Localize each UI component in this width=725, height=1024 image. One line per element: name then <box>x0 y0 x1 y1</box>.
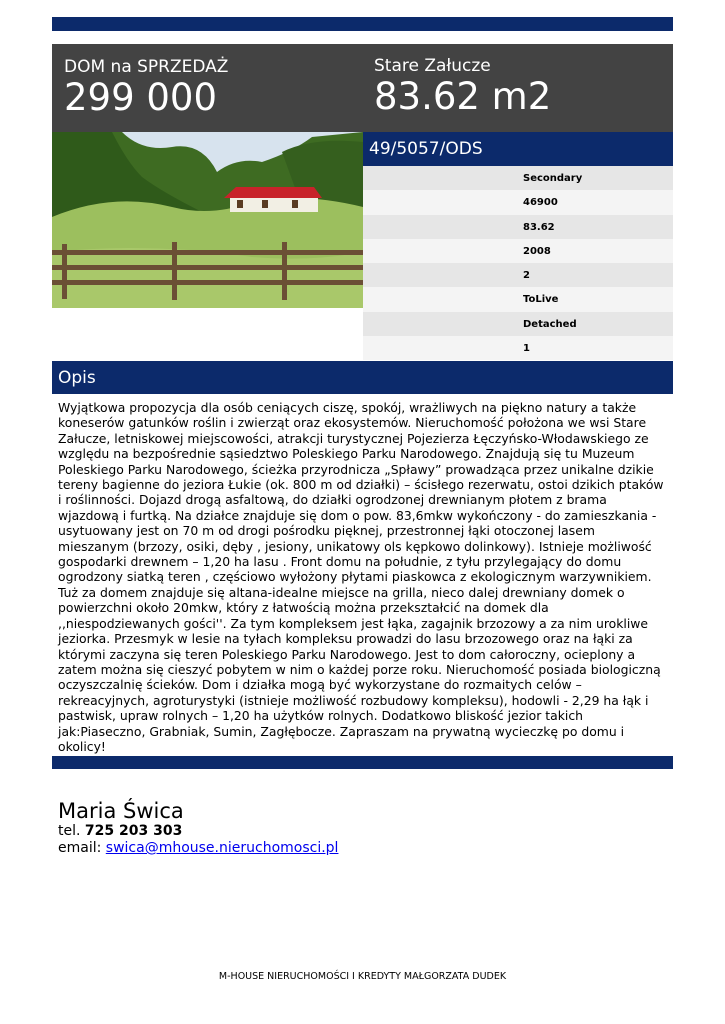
detail-row <box>363 263 673 287</box>
detail-row <box>363 239 673 263</box>
description-text: Wyjątkowa propozycja dla osób ceniących ciszę, spokój, wrażliwych na piękno natury a także koneserów gatunków roślin i zwierząt oraz ekosystemów. Nieruchomość położona we wsi Stare Załucze, letniskowej miejscowości, atrakcji turystycznej Pojezierza Łęczyńsko-Włodawskiego ze względu na bezpośrednie sąsiedztwo Poleskiego Parku Narodowego. Znajdują się tu Muzeum Poleskiego Parku Narodowego, ścieżka przyrodnicza „Spławy” prowadząca przez unikalne dzikie tereny bagienne do jeziora Łukie (ok. 800 m od działki) – ścisłego rezerwatu, ostoi dzikich ptaków i roślinności. Dojazd drogą asfaltową, do działki ogrodzonej drewnianym płotem z brama wjazdową i furtką. Na działce znajduje się dom o pow. 83,6mkw wykończony - do zamieszkania - usytuowany jest on 70 m od drogi pośrodku pięknej, przestronnej łąki otoczonej lasem mieszanym (brzozy, osiki, dęby , jesiony, unikatowy ols kępkowo dolinkowy). Istnieje możliwość gospodarki drewnem – 1,20 ha lasu . Front domu na południe, z tyłu przylegający do domu ogrodzony siatką teren , częściowo wyłożony płytami piaskowca z ekologicznym warzywnikiem. Tuż za domem znajduje się altana-idealne miejsce na grilla, nieco dalej drewniany domek o powierzchni około 20mkw, który z łatwością można przekształcić na domek dla ,,niespodziewanych gości''. Za tym kompleksem jest łąka, zagajnik brzozowy a za nim urokliwe jeziorka. Przesmyk w lesie na tyłach kompleksu prowadzi do lasu brzozowego oraz na łąki za którymi zaczyna się teren Poleskiego Parku Narodowego. Jest to dom całoroczny, ocieplony a zatem można się cieszyć pobytem w nim o każdej porze roku. Nieruchomość posiada biologiczną oczyszczalnię ścieków. Dom i działka mogą być wykorzystane do rozmaitych celów – rekreacyjnych, agroturystyki (istnieje możliwość rozbudowy kompleksu), hodowli - 2,29 ha łąk i pastwisk, upraw rolnych – 1,20 ha użytków rolnych. Dodatkowo bliskość jezior takich jak:Piaseczno, Grabniak, Sumin, Zagłębocze. Zapraszam na prywatną wycieczkę po domu i okolicy! <box>58 400 664 754</box>
top-accent-bar <box>52 17 673 31</box>
agent-contact <box>58 799 338 857</box>
detail-value: 1 <box>523 343 530 355</box>
reference-number: 49/5057/ODS <box>369 139 483 159</box>
details-table <box>363 166 673 360</box>
agent-phone: 725 203 303 <box>84 823 183 839</box>
agent-email-link[interactable]: swica@mhouse.nieruchomosci.pl <box>105 840 339 856</box>
section-title: Opis <box>58 368 96 388</box>
reference-box <box>363 132 673 166</box>
area: 83.62 m2 <box>374 75 552 118</box>
bottom-accent-bar <box>52 756 673 769</box>
listing-header <box>52 44 673 132</box>
offer-type: DOM na SPRZEDAŻ <box>64 57 229 77</box>
agent-phone-line <box>58 823 338 840</box>
detail-value: 2008 <box>523 245 551 257</box>
agent-email-line <box>58 840 338 857</box>
detail-row <box>363 312 673 336</box>
location: Stare Załucze <box>374 56 491 76</box>
detail-row <box>363 336 673 360</box>
email-label: email: <box>58 840 102 856</box>
detail-value: Secondary <box>523 173 583 184</box>
phone-label: tel. <box>58 823 81 839</box>
footer-company: M-HOUSE NIERUCHOMOŚCI I KREDYTY MAŁGORZATA DUDEK <box>218 971 507 982</box>
detail-value: ToLive <box>523 294 559 306</box>
agent-name: Maria Świca <box>58 799 184 823</box>
detail-row <box>363 190 673 214</box>
detail-value: Detached <box>523 318 577 330</box>
detail-value: 46900 <box>523 197 558 209</box>
price: 299 000 <box>64 76 218 119</box>
offer-block <box>64 57 228 119</box>
detail-row <box>363 215 673 239</box>
detail-row <box>363 287 673 311</box>
detail-value: 2 <box>523 270 530 282</box>
property-photo <box>52 132 363 308</box>
detail-row <box>363 166 673 190</box>
location-block <box>374 56 551 118</box>
detail-value: 83.62 <box>523 221 555 233</box>
description-header <box>52 361 673 394</box>
